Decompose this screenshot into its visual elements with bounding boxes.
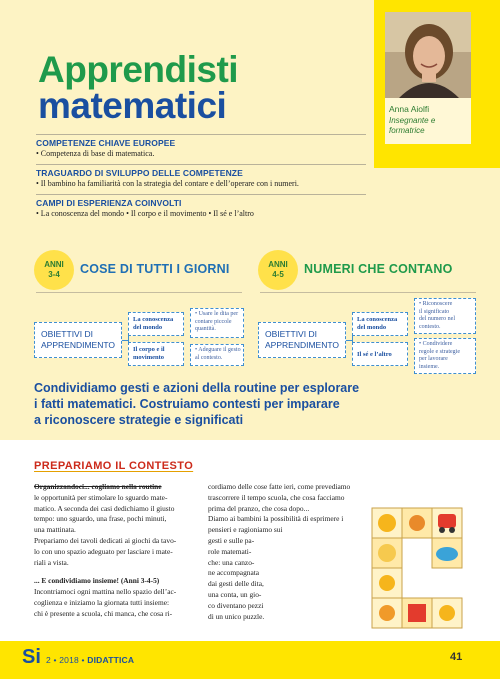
field-line-1: La conoscenza	[357, 316, 398, 323]
group-title-1: COSE DI TUTTI I GIORNI	[80, 262, 230, 276]
body-line: lo con uno spazio adeguato per lasciare i mate-	[34, 546, 173, 556]
group-divider	[260, 292, 476, 293]
leaf-line: il significato	[419, 308, 450, 315]
leaf-box-2-1	[414, 298, 476, 334]
leaf-line: contesto.	[419, 323, 441, 330]
body-line: pensieri e ragioniamo sui	[208, 525, 283, 535]
objective-line-1: OBIETTIVI DI	[265, 329, 317, 339]
field-line-1: Il sé e l’altro	[357, 351, 392, 358]
age-badge-3-4	[34, 250, 74, 290]
page-title	[38, 49, 239, 126]
lead-line: a riconoscere strategie e significati	[34, 413, 244, 427]
objective-box-1	[34, 322, 122, 358]
age-badge-4-5	[258, 250, 298, 290]
body-line: Organizzandoci... cogliamo nella routine	[34, 482, 162, 491]
body-line: co diventano pezzi	[208, 600, 264, 610]
divider	[36, 164, 366, 165]
domino-puzzle-illustration	[368, 504, 476, 642]
age-label: ANNI	[268, 260, 288, 269]
body-line: cordiamo delle cose fatte ieri, come prevediamo	[208, 482, 351, 491]
age-label: ANNI	[44, 260, 64, 269]
body-line: che: una canzo-	[208, 557, 255, 567]
subheading: PREPARIAMO IL CONTESTO	[34, 460, 194, 472]
field-line-2: del mondo	[357, 324, 387, 331]
body-line: prima del pranzo, che cosa dopo...	[208, 503, 310, 513]
leaf-line: regole e strategie	[419, 348, 460, 355]
divider	[36, 194, 366, 195]
field-box-1-2	[128, 342, 184, 366]
section-heading: TRAGUARDO DI SVILUPPO DELLE COMPETENZE	[36, 168, 243, 178]
leaf-line: del numero nel	[419, 316, 455, 322]
body-line: riali a vista.	[34, 557, 69, 567]
divider	[36, 134, 366, 135]
body-line: Diamo ai bambini la possibilità di esprimere i	[208, 514, 344, 524]
footer-issue	[46, 655, 134, 665]
section-body: • Il bambino ha familiarità con la strategia del contare e dell’operare con i numeri.	[36, 179, 299, 188]
body-column-2	[208, 482, 368, 622]
field-box-2-1	[352, 312, 408, 336]
body-line: di un unico puzzle.	[208, 611, 265, 621]
leaf-box-1-2	[190, 344, 244, 366]
page-number: 41	[450, 651, 463, 663]
age-value: 3-4	[48, 270, 60, 279]
objective-line-2: APPRENDIMENTO	[265, 340, 339, 350]
section-heading: CAMPI DI ESPERIENZA COINVOLTI	[36, 198, 182, 208]
field-line-2: movimento	[133, 354, 165, 361]
age-value: 4-5	[272, 270, 284, 279]
section-campi	[36, 194, 366, 218]
section-traguardo	[36, 164, 366, 188]
leaf-line: • Riconoscere	[419, 301, 453, 307]
section-body: • La conoscenza del mondo • Il corpo e il movimento • Il sé e l’altro	[36, 209, 254, 218]
leaf-line: insieme.	[419, 363, 440, 370]
leaf-line: quantità.	[195, 326, 216, 332]
body-line: role matemati-	[208, 546, 252, 556]
field-line-1: Il corpo e il	[133, 346, 165, 353]
leaf-line: contare piccole	[195, 318, 232, 325]
group-title-2: NUMERI CHE CONTANO	[304, 262, 453, 276]
footer-section: DIDATTICA	[87, 655, 135, 665]
body-line: gesti e sulle pa-	[208, 535, 255, 545]
section-heading: COMPETENZE CHIAVE EUROPEE	[36, 138, 176, 148]
field-box-2-2	[352, 342, 408, 366]
body-column-1	[34, 482, 194, 620]
author-card	[385, 12, 471, 144]
body-line: Incontriamoci ogni mattina nello spazio dell’ac-	[34, 587, 177, 597]
leaf-line: • Usare le dita per	[195, 311, 239, 317]
field-box-1-1	[128, 312, 184, 336]
author-role: Insegnante e formatrice	[389, 116, 436, 135]
section-body: • Competenza di base di matematica.	[36, 149, 155, 158]
body-line: Prepariamo dei tavoli dedicati ai giochi da tavo-	[34, 535, 177, 545]
leaf-box-1-1	[190, 308, 244, 338]
section-competenze	[36, 134, 366, 158]
field-line-2: del mondo	[133, 324, 163, 331]
footer-brand: Si	[22, 646, 41, 668]
lead-line: i fatti matematici. Costruiamo contesti per imparare	[34, 397, 340, 411]
lead-paragraph	[34, 380, 474, 428]
body-line: una conta, un gio-	[208, 589, 262, 599]
leaf-line: al contesto.	[195, 354, 223, 361]
objective-line-2: APPRENDIMENTO	[41, 340, 115, 350]
body-line: una mattinata.	[34, 525, 76, 535]
objective-box-2	[258, 322, 346, 358]
field-line-1: La conoscenza	[133, 316, 174, 323]
body-line: dai gesti delle dita,	[208, 579, 264, 589]
body-line	[34, 568, 194, 576]
author-photo	[385, 12, 471, 98]
footer-issue-text: 2 • 2018 •	[46, 655, 85, 665]
leaf-box-2-2	[414, 338, 476, 374]
leaf-line: per lavorare	[419, 356, 448, 362]
body-line: ne accompagnata	[208, 568, 260, 578]
leaf-line: • Adeguare il gesto	[195, 347, 241, 353]
group-divider	[36, 292, 242, 293]
body-line: chi è presente a scuola, chi manca, che cosa ri-	[34, 608, 173, 618]
lead-line: Condividiamo gesti e azioni della routine per esplorare	[34, 381, 360, 395]
body-line: tempo: uno sguardo, una frase, pochi minuti,	[34, 514, 167, 524]
body-line: ... E condividiamo insieme! (Anni 3-4-5)	[34, 576, 160, 586]
body-line: coglienza e iniziamo la giornata tutti insieme:	[34, 597, 170, 607]
body-line: trascorrere il tempo scuola, che cosa facciamo	[208, 492, 345, 502]
leaf-line: • Condividere	[419, 341, 453, 347]
body-line: matico. A seconda dei casi dedichiamo il giusto	[34, 503, 175, 513]
author-name: Anna Aiolfi	[389, 104, 430, 114]
title-line-2: matematici	[38, 85, 227, 126]
objective-line-1: OBIETTIVI DI	[41, 329, 93, 339]
body-line: le opportunità per stimolare lo sguardo mate-	[34, 492, 168, 502]
title-line-1: Apprendisti	[38, 49, 239, 90]
